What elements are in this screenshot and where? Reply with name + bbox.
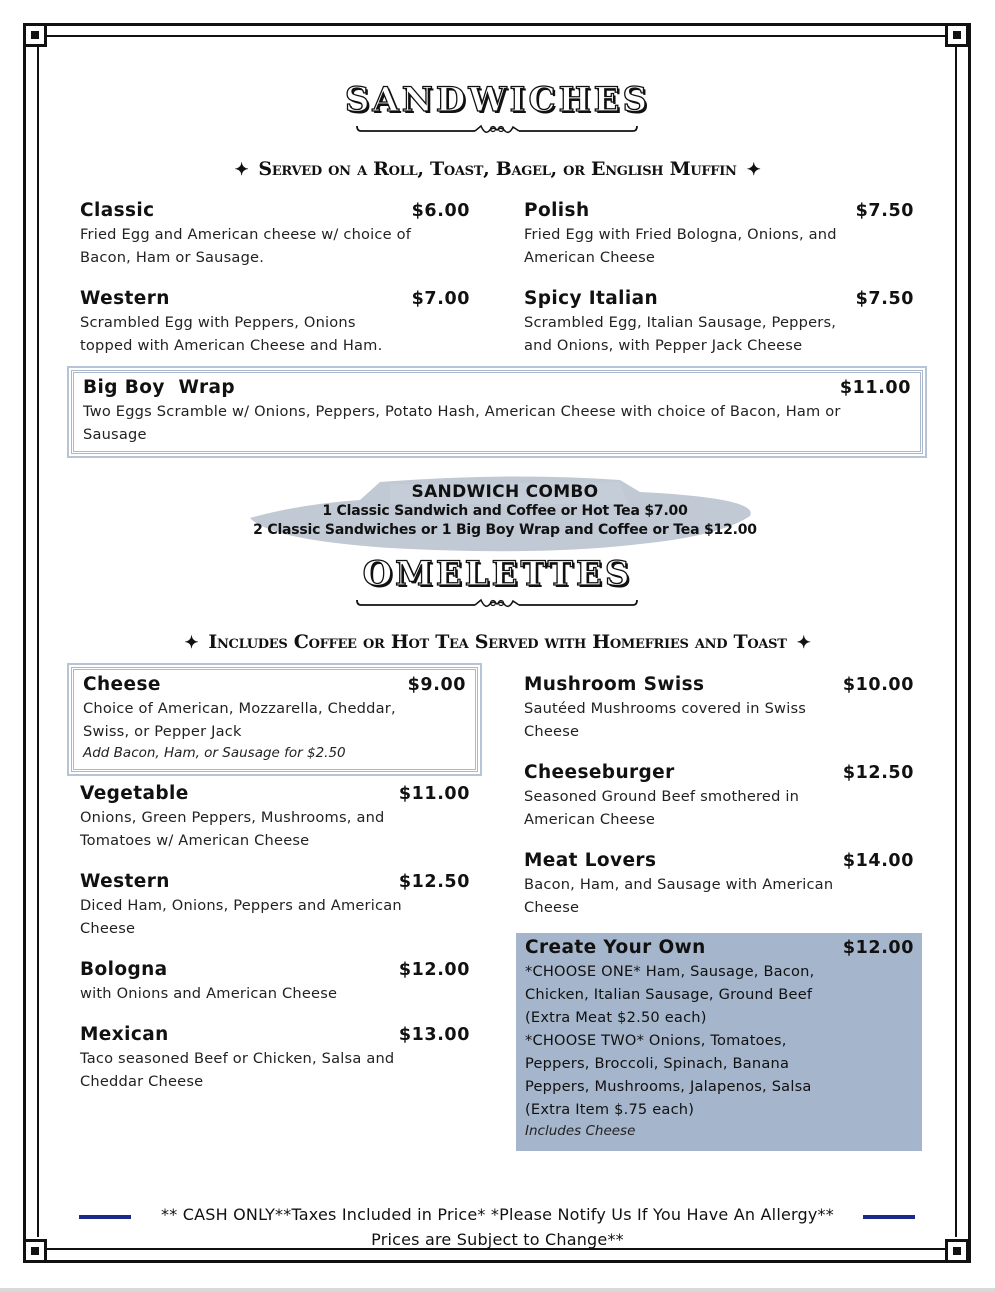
item-note: Add Bacon, Ham, or Sausage for $2.50 (83, 745, 346, 761)
item-description: Scrambled Egg, Italian Sausage, Peppers, and Onions, with Pepper Jack Cheese (524, 314, 837, 354)
item-description: Fried Egg and American cheese w/ choice of Bacon, Ham or Sausage. (80, 226, 412, 266)
menu-item-bologna (80, 959, 470, 1005)
item-name: Create Your Own (525, 937, 706, 958)
item-price: $10.00 (842, 675, 914, 695)
flourish-divider-icon (355, 123, 639, 137)
frame-top-inner (47, 35, 947, 37)
item-description: Onions, Green Peppers, Mushrooms, and Tomatoes w/ American Cheese (80, 809, 385, 849)
sandwich-combo (240, 474, 770, 554)
item-description: Fried Egg with Fried Bologna, Onions, and American Cheese (524, 226, 837, 266)
menu-item-western-omelette (80, 871, 470, 940)
item-name: Classic (80, 200, 155, 221)
star-icon: ✦ (796, 633, 811, 653)
sandwiches-subtitle: ✦ Served on a Roll, Toast, Bagel, or English Muffin ✦ (234, 158, 761, 180)
menu-item-cheese-omelette (71, 667, 478, 772)
footer-notice: ** CASH ONLY**Taxes Included in Price* *Please Notify Us If You Have An Allergy** (161, 1205, 834, 1224)
item-description: Sautéed Mushrooms covered in Swiss Cheese (524, 700, 807, 740)
star-icon: ✦ (746, 160, 761, 180)
corner-ornament-icon (23, 23, 47, 47)
item-name: Bologna (80, 959, 168, 980)
omelettes-subtitle: ✦ Includes Coffee or Hot Tea Served with Homefries and Toast ✦ (184, 631, 811, 653)
item-price: $7.50 (855, 201, 914, 221)
menu-item-meat-lovers (524, 850, 914, 919)
corner-ornament-icon (945, 23, 969, 47)
combo-line: 2 Classic Sandwiches or 1 Big Boy Wrap and Coffee or Tea $12.00 (253, 522, 757, 538)
item-name: Cheese (83, 674, 161, 695)
menu-item-polish (524, 200, 914, 269)
menu-item-cheeseburger (524, 762, 914, 831)
combo-line: 1 Classic Sandwich and Coffee or Hot Tea $7.00 (322, 503, 688, 519)
frame-top-outer (23, 23, 971, 26)
item-name: Western (80, 871, 170, 892)
item-description: Choice of American, Mozzarella, Cheddar, Swiss, or Pepper Jack (83, 700, 396, 740)
item-price: $13.00 (398, 1025, 470, 1045)
item-name: Cheeseburger (524, 762, 675, 783)
item-description: Seasoned Ground Beef smothered in American Cheese (524, 788, 800, 828)
item-description: Diced Ham, Onions, Peppers and American Cheese (80, 897, 402, 937)
item-price: $6.00 (411, 201, 470, 221)
item-price: $9.00 (407, 675, 466, 695)
flourish-divider-icon (355, 597, 639, 611)
item-name: Western (80, 288, 170, 309)
item-name: Mushroom Swiss (524, 674, 705, 695)
menu-item-spicy-italian (524, 288, 914, 357)
star-icon: ✦ (234, 160, 249, 180)
sandwiches-title: SANDWICHES (344, 80, 651, 120)
menu-item-western-sandwich (80, 288, 470, 357)
item-description: Scrambled Egg with Peppers, Onions topped with American Cheese and Ham. (80, 314, 383, 354)
item-name: Spicy Italian (524, 288, 659, 309)
menu-item-vegetable (80, 783, 470, 852)
item-name: Polish (524, 200, 590, 221)
item-description: Bacon, Ham, and Sausage with American Cheese (524, 876, 834, 916)
item-name: Meat Lovers (524, 850, 657, 871)
menu-item-mexican (80, 1024, 470, 1093)
item-price: $11.00 (839, 378, 911, 398)
item-price: $12.00 (842, 938, 914, 958)
item-description: *CHOOSE ONE* Ham, Sausage, Bacon, Chicken, Italian Sausage, Ground Beef (Extra Meat $2.50 each) *CHOOSE TWO* Onions, Tomatoes, Peppers, Broccoli, Spinach, Banana Peppers, Mushrooms, Jalapenos, Salsa (Extra Item $.75 each) (525, 963, 815, 1118)
item-price: $11.00 (398, 784, 470, 804)
item-price: $12.00 (398, 960, 470, 980)
item-price: $12.50 (398, 872, 470, 892)
page-bottom-edge (0, 1288, 995, 1292)
item-price: $7.50 (855, 289, 914, 309)
omelettes-title: OMELETTES (362, 554, 633, 594)
item-name: Big Boy Wrap (83, 377, 236, 398)
item-note: Includes Cheese (525, 1123, 636, 1139)
item-price: $7.00 (411, 289, 470, 309)
item-name: Vegetable (80, 783, 189, 804)
menu-item-classic (80, 200, 470, 269)
item-description: with Onions and American Cheese (80, 985, 338, 1002)
frame-bottom-outer (23, 1260, 971, 1263)
item-price: $12.50 (842, 763, 914, 783)
item-description: Two Eggs Scramble w/ Onions, Peppers, Potato Hash, American Cheese with choice of Bacon, Ham or Sausage (83, 403, 841, 443)
menu-item-mushroom-swiss (524, 674, 914, 743)
footer-notice-2: Prices are Subject to Change** (371, 1230, 624, 1249)
menu-item-big-boy-wrap (71, 370, 923, 454)
item-description: Taco seasoned Beef or Chicken, Salsa and Cheddar Cheese (80, 1050, 395, 1090)
combo-title: SANDWICH COMBO (411, 482, 599, 502)
item-price: $14.00 (842, 851, 914, 871)
item-name: Mexican (80, 1024, 169, 1045)
menu-item-create-your-own (516, 933, 922, 1151)
star-icon: ✦ (184, 633, 199, 653)
